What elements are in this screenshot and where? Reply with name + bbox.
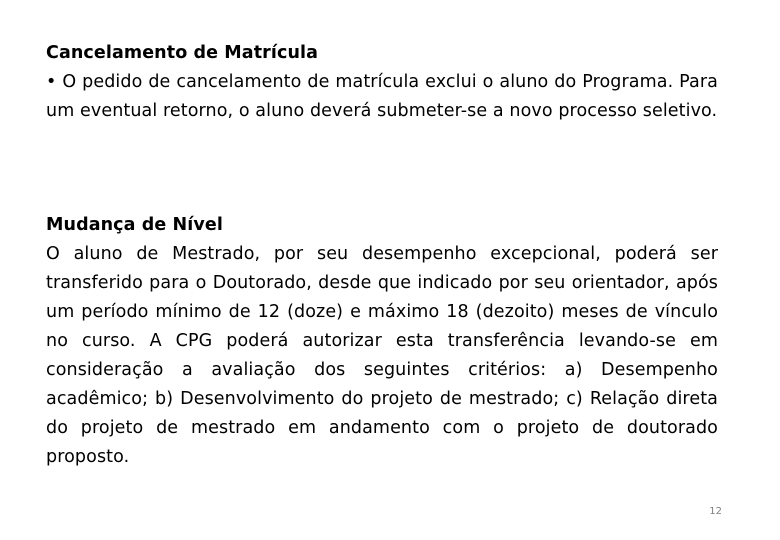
section-body: O aluno de Mestrado, por seu desempenho excepcional, poderá ser transferido para o Doutorado, desde que indicado por seu orientador, após um período mínimo de 12 (doze) e máximo 18 (dezoito) meses de vínculo no curso. A CPG poderá autorizar esta transferência levando-se em consideração a avaliação dos seguintes critérios: a) Desempenho acadêmico; b) Desenvolvimento do projeto de mestrado; c) Relação direta do projeto de mestrado em andamento com o projeto de doutorado proposto. [46,244,718,467]
section-body: • O pedido de cancelamento de matrícula exclui o aluno do Programa. Para um eventual retorno, o aluno deverá submeter-se a novo processo seletivo. [46,72,718,121]
section-heading: Cancelamento de Matrícula [46,43,319,63]
page-number: 12 [709,506,722,517]
section-mudanca-nivel [46,211,718,472]
section-heading: Mudança de Nível [46,215,223,235]
section-cancelamento [46,39,718,126]
